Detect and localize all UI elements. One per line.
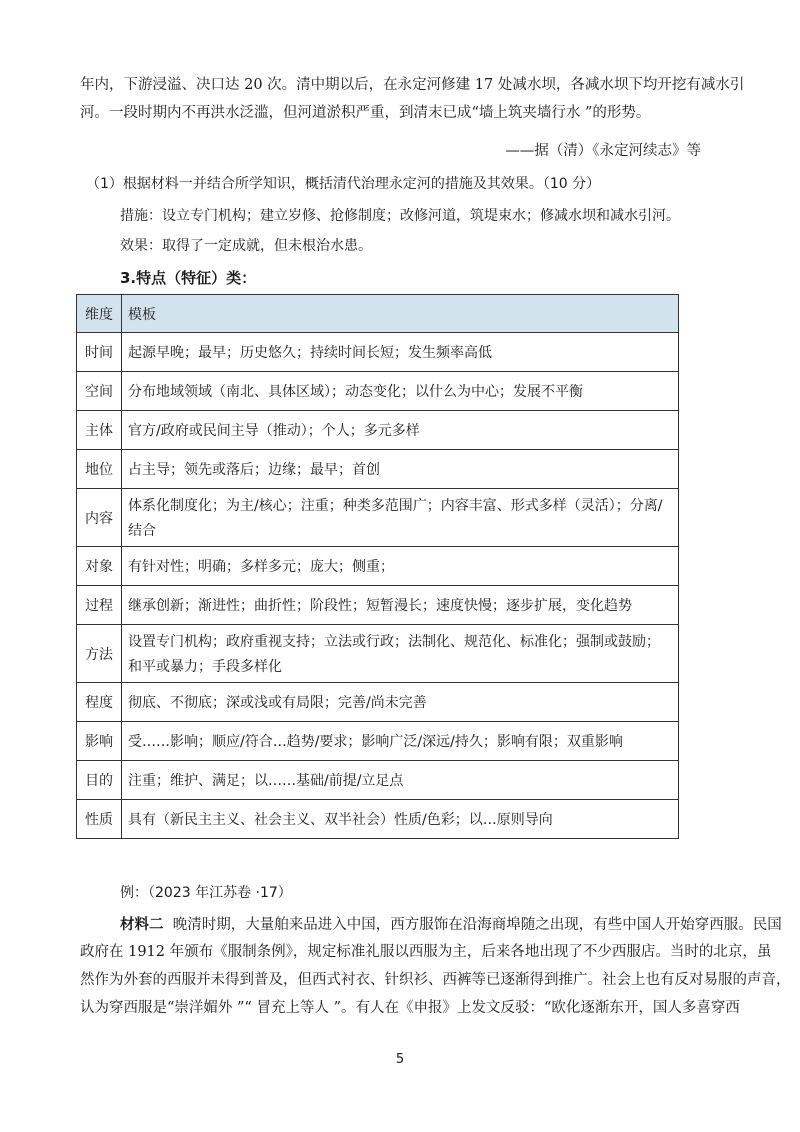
table-row <box>77 372 679 411</box>
row-template-line: 继承创新；渐进性；曲折性；阶段性；短暂漫长；速度快慢；逐步扩展，变化趋势 <box>128 598 632 614</box>
header-template: 模板 <box>122 295 679 333</box>
header-dimension: 维度 <box>77 295 122 333</box>
table-row <box>77 333 679 372</box>
table-row <box>77 722 679 761</box>
table-row <box>77 450 679 489</box>
row-template-line: 和平或暴力；手段多样化 <box>128 659 282 675</box>
row-template <box>122 372 679 411</box>
row-template-line: 分布地域领域（南北、具体区域）；动态变化；以什么为中心；发展不平衡 <box>128 384 583 400</box>
row-dimension: 程度 <box>77 683 122 722</box>
row-dimension: 内容 <box>77 489 122 547</box>
row-template <box>122 411 679 450</box>
table-row <box>77 800 679 839</box>
row-dimension: 主体 <box>77 411 122 450</box>
material2-line-4: 认为穿西服是“崇洋媚外 ”“ 冒充上等人 ”。有人在《申报》上发文反驳：“欧化逐渐东开，国人多喜穿西 <box>80 1000 740 1016</box>
row-template <box>122 586 679 625</box>
section-heading: 3.特点（特征）类： <box>120 269 257 287</box>
question-prompt: （1）根据材料一并结合所学知识，概括清代治理永定河的措施及其效果。（10 分） <box>86 176 601 192</box>
para-line-1: 年内，下游浸溢、决口达 20 次。清中期以后，在永定河修建 17 处减水坝，各减水坝下均开挖有减水引 <box>80 77 745 93</box>
row-dimension: 目的 <box>77 761 122 800</box>
table-row <box>77 683 679 722</box>
row-dimension: 对象 <box>77 547 122 586</box>
page-number: 5 <box>395 1052 405 1067</box>
row-template-line: 彻底、不彻底；深或浅或有局限；完善/尚未完善 <box>128 695 427 711</box>
row-template-line: 起源早晚；最早；历史悠久；持续时间长短；发生频率高低 <box>128 345 492 361</box>
row-template-line: 体系化制度化；为主/核心；注重；种类多范围广；内容丰富、形式多样（灵活）；分离/ <box>128 498 663 514</box>
table-header-row <box>77 295 679 333</box>
row-template-line: 结合 <box>128 523 156 539</box>
material2-text-1: 晚清时期，大量舶来品进入中国，西方服饰在沿海商埠随之出现，有些中国人开始穿西服。民国 <box>172 917 782 933</box>
row-template-line: 占主导；领先或落后；边缘；最早；首创 <box>128 462 380 478</box>
row-dimension: 空间 <box>77 372 122 411</box>
row-template-line: 设置专门机构；政府重视支持；立法或行政；法制化、规范化、标准化；强制或鼓励； <box>128 634 660 650</box>
row-template <box>122 625 679 683</box>
row-template <box>122 800 679 839</box>
row-template-line: 注重；维护、满足；以……基础/前提/立足点 <box>128 773 404 789</box>
row-template-line: 具有（新民主主义、社会主义、双半社会）性质/色彩；以…原则导向 <box>128 812 553 828</box>
row-template <box>122 450 679 489</box>
row-dimension: 过程 <box>77 586 122 625</box>
row-template-line: 有针对性；明确；多样多元；庞大；侧重； <box>128 559 394 575</box>
row-template-line: 受……影响；顺应/符合…趋势/要求；影响广泛/深远/持久；影响有限；双重影响 <box>128 734 623 750</box>
table-row <box>77 625 679 683</box>
answer-measures: 措施：设立专门机构；建立岁修、抢修制度；改修河道，筑堤束水；修减水坝和减水引河。 <box>120 208 680 224</box>
row-template-line: 官方/政府或民间主导（推动）；个人；多元多样 <box>128 423 420 439</box>
material2-line-3: 然作为外套的西服并未得到普及，但西式衬衣、针织衫、西裤等已逐渐得到推广。社会上也有反对易服的声音， <box>80 972 791 988</box>
source-citation: ——据（清）《永定河续志》等 <box>505 143 701 159</box>
material2-line-1 <box>80 915 782 935</box>
feature-template-table <box>76 294 679 839</box>
material2-line-2: 政府在 1912 年颁布《服制条例》，规定标准礼服以西服为主，后来各地出现了不少西服店。当时的北京，虽 <box>80 944 772 960</box>
row-template <box>122 722 679 761</box>
table-row <box>77 547 679 586</box>
row-template <box>122 333 679 372</box>
row-template <box>122 547 679 586</box>
table-row <box>77 489 679 547</box>
row-template <box>122 761 679 800</box>
row-dimension: 方法 <box>77 625 122 683</box>
row-dimension: 性质 <box>77 800 122 839</box>
table-row <box>77 411 679 450</box>
row-template <box>122 489 679 547</box>
answer-effects: 效果：取得了一定成就，但未根治水患。 <box>120 238 372 254</box>
table-row <box>77 586 679 625</box>
row-dimension: 地位 <box>77 450 122 489</box>
para-line-2: 河。一段时期内不再洪水泛滥，但河道淤积严重，到清末已成“墙上筑夹墙行水 ”的形势。 <box>80 105 651 121</box>
table-row <box>77 761 679 800</box>
example-label: 例：（2023 年江苏卷 ·17） <box>120 885 292 901</box>
material2-label: 材料二 <box>120 916 164 933</box>
row-dimension: 影响 <box>77 722 122 761</box>
row-dimension: 时间 <box>77 333 122 372</box>
row-template <box>122 683 679 722</box>
